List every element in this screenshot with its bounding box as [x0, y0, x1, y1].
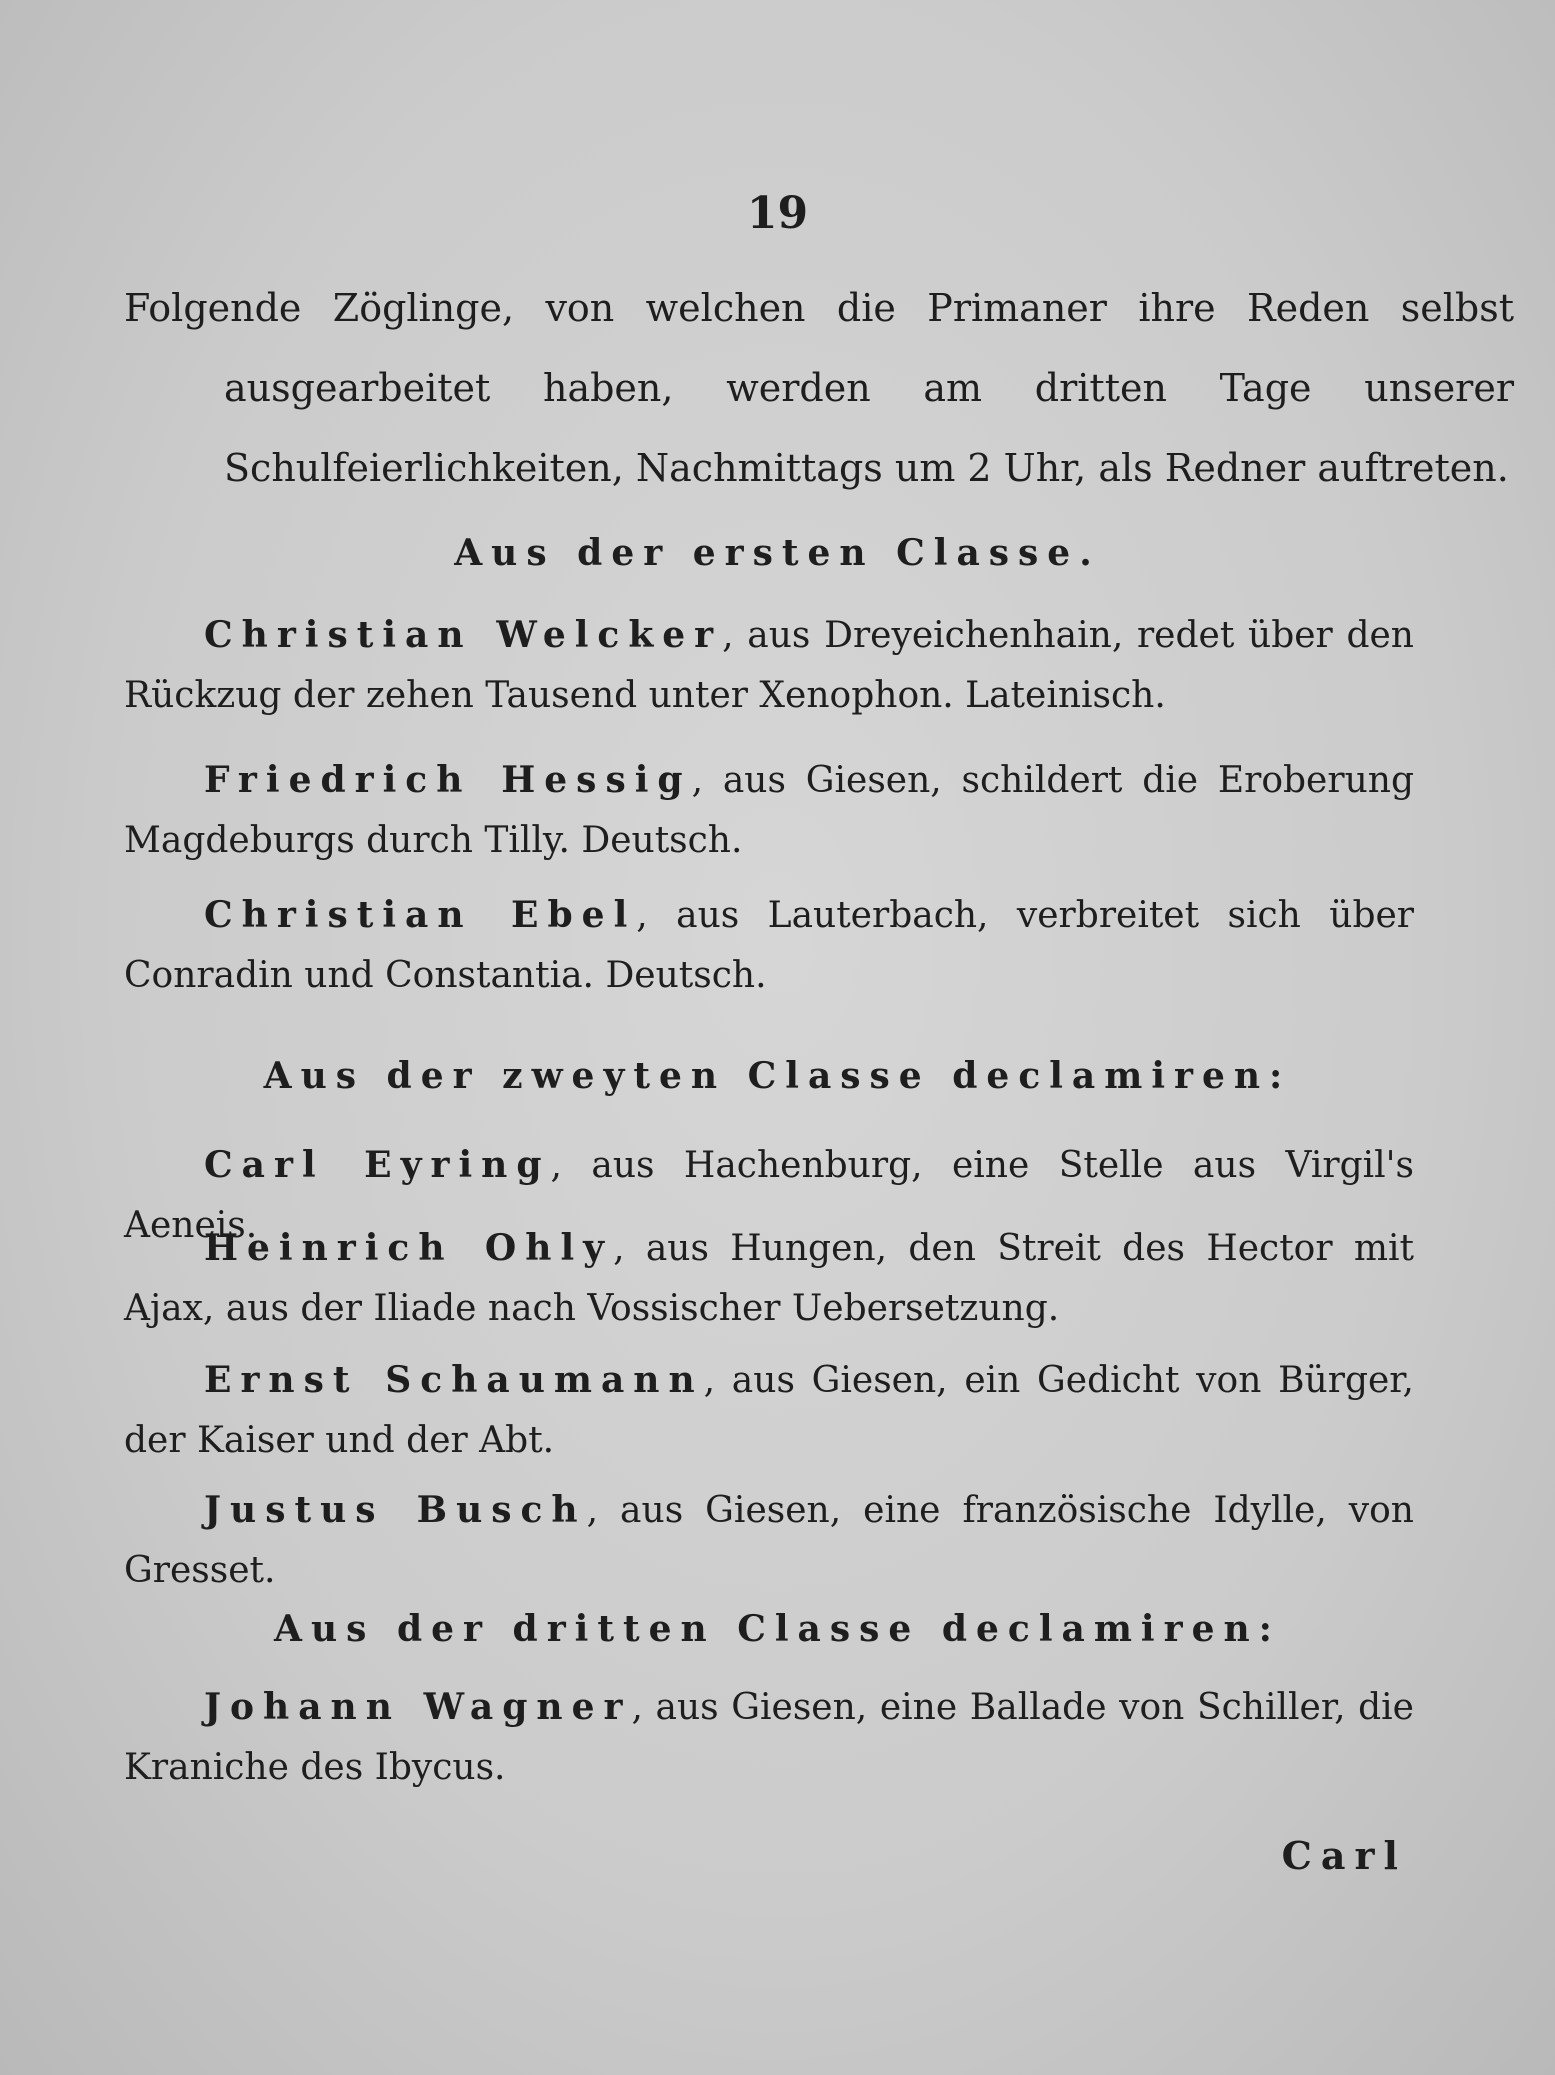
speaker-name: Ernst Schaumann: [204, 1359, 704, 1401]
entry-wagner: [124, 1677, 1414, 1798]
speech-description: , aus Giesen, eine französische Idylle, von Gresset.: [124, 1490, 1414, 1591]
speaker-name: Christian Ebel: [204, 894, 637, 936]
page-number: 19: [746, 188, 809, 239]
speech-description: , aus Dreyeichenhain, redet über den Rückzug der zehen Tausend unter Xenophon. Lateinisch.: [124, 615, 1414, 716]
speech-description: , aus Hachenburg, eine Stelle aus Virgil's Aeneis.: [124, 1145, 1415, 1246]
entry-ebel: [124, 885, 1414, 1006]
catchword: Carl: [1281, 1833, 1407, 1878]
speaker-name: Christian Welcker: [204, 614, 723, 656]
entry-welcker: [124, 605, 1414, 726]
section-heading-second-class: Aus der zweyten Classe declamiren:: [263, 1055, 1292, 1097]
speaker-name: Justus Busch: [204, 1489, 587, 1531]
intro-paragraph: Folgende Zöglinge, von welchen die Primaner ihre Reden selbst ausgearbeitet haben, werden am dritten Tage unserer Schulfeierlichkeiten, Nachmittags um 2 Uhr, als Redner auftreten.: [124, 286, 1514, 490]
section-heading-third-class: Aus der dritten Classe declamiren:: [274, 1608, 1281, 1650]
speech-description: , aus Giesen, schildert die Eroberung Magdeburgs durch Tilly. Deutsch.: [124, 760, 1414, 861]
speaker-name: Heinrich Ohly: [204, 1227, 614, 1269]
entry-busch: [124, 1480, 1414, 1601]
speech-description: , aus Hungen, den Streit des Hector mit Ajax, aus der Iliade nach Vossischer Uebersetzung.: [124, 1228, 1414, 1329]
entry-hessig: [124, 750, 1414, 871]
speech-description: , aus Giesen, ein Gedicht von Bürger, der Kaiser und der Abt.: [124, 1360, 1414, 1461]
speaker-name: Johann Wagner: [204, 1686, 632, 1728]
speech-description: , aus Lauterbach, verbreitet sich über Conradin und Constantia. Deutsch.: [124, 895, 1415, 996]
speaker-name: Carl Eyring: [204, 1144, 551, 1186]
speaker-name: Friedrich Hessig: [204, 759, 692, 801]
entry-schaumann: [124, 1350, 1414, 1471]
entry-ohly: [124, 1218, 1414, 1339]
section-heading-first-class: Aus der ersten Classe.: [454, 532, 1101, 574]
speech-description: , aus Giesen, eine Ballade von Schiller, die Kraniche des Ibycus.: [124, 1687, 1414, 1788]
